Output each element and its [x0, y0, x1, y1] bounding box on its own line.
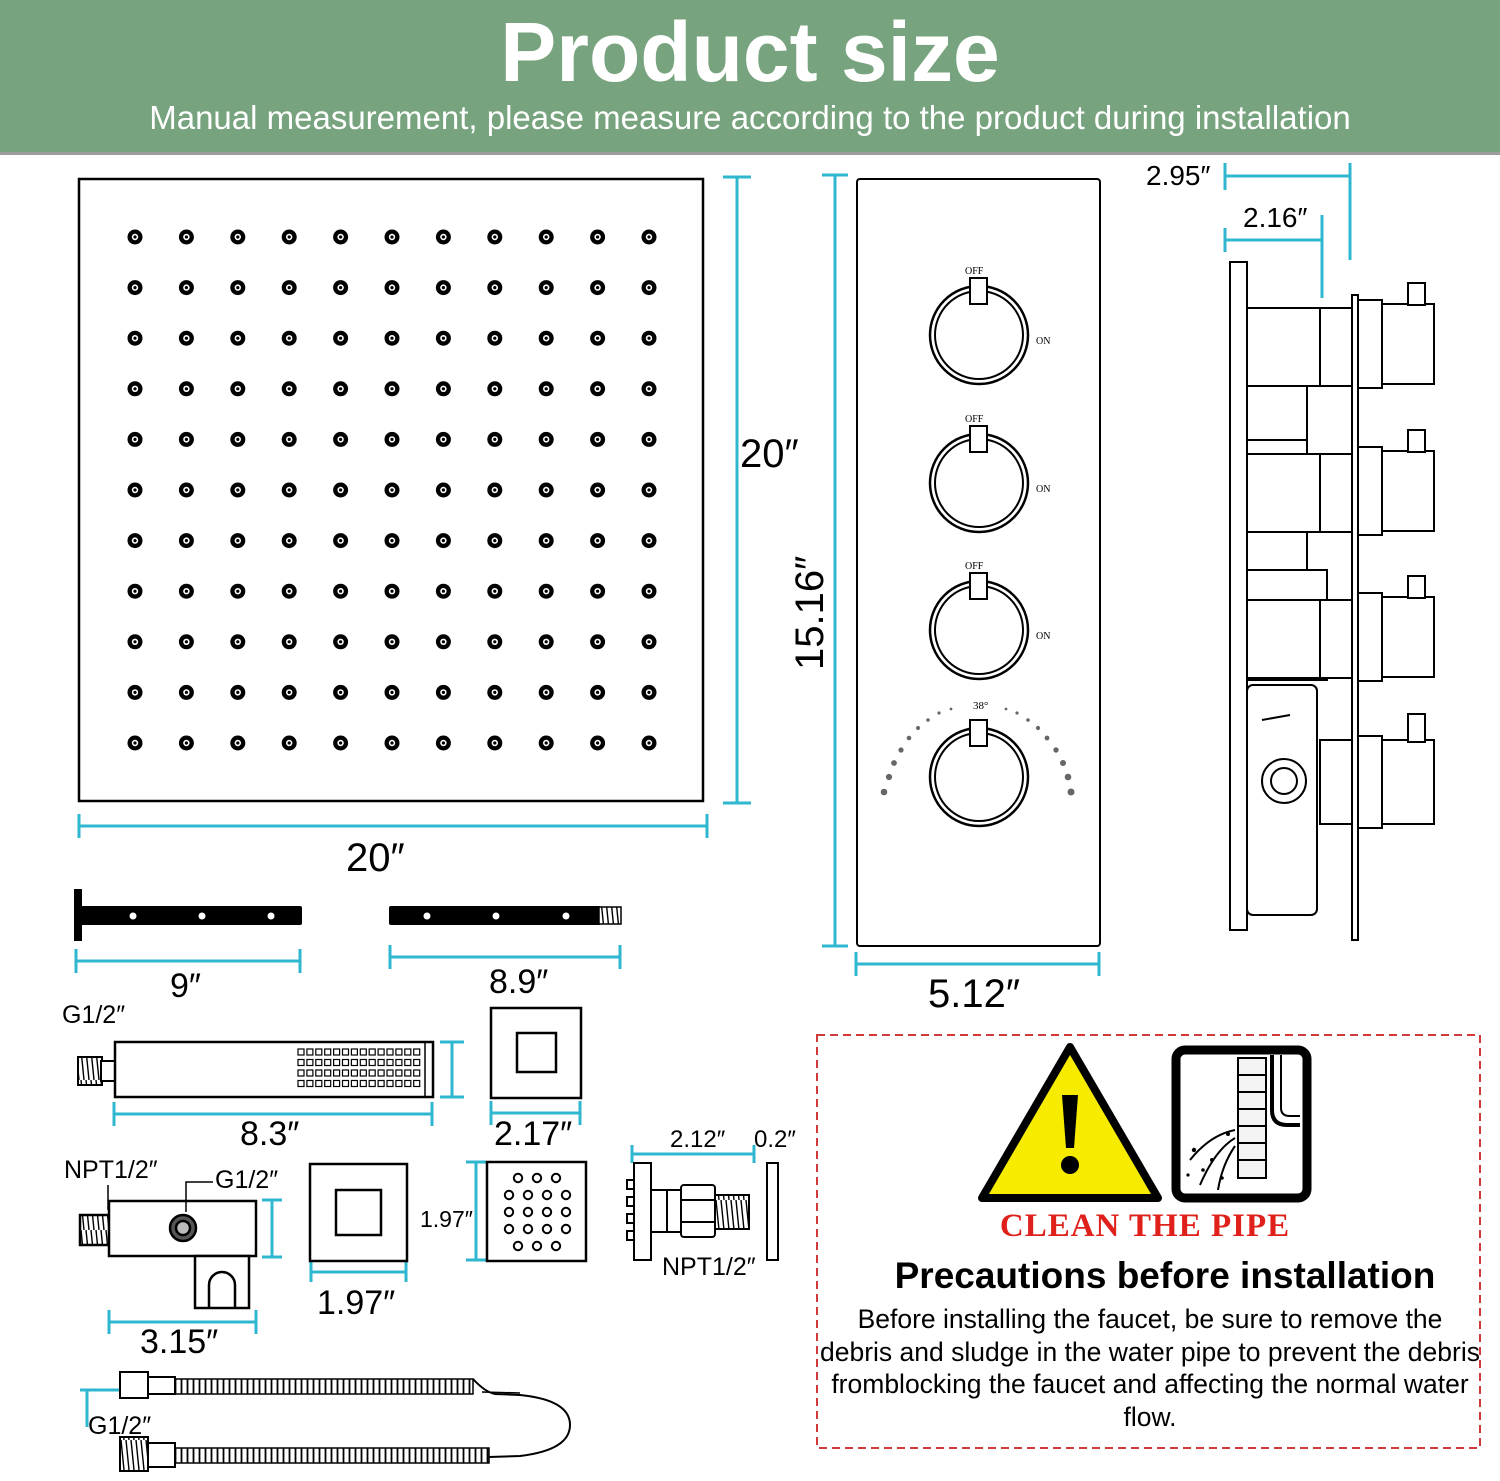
page-subtitle: Manual measurement, please measure according to the product during installation — [149, 99, 1351, 136]
label-holder-width: 3.15″ — [140, 1323, 219, 1361]
label-head-height: 20″ — [740, 432, 799, 476]
label-valve-height: 15.16″ — [788, 555, 832, 670]
label-head-width: 20″ — [346, 836, 405, 880]
valve-temp-label: 38° — [973, 700, 989, 712]
warning-triangle-icon — [982, 1047, 1158, 1198]
hand-shower-holder — [80, 1201, 256, 1308]
label-arm-extension: 8.9″ — [489, 963, 549, 1001]
hand-shower — [78, 1042, 433, 1097]
shower-arm-extension — [389, 906, 621, 925]
label-body-jet-thread: NPT1/2″ — [662, 1253, 756, 1281]
shower-arm-flange — [491, 1008, 581, 1098]
valve-on-label-2: ON — [1036, 484, 1051, 495]
label-flange-width: 2.17″ — [494, 1115, 573, 1153]
rain-shower-head — [79, 179, 703, 801]
valve-off-label-3: OFF — [965, 561, 984, 572]
precautions-title: Precautions before installation — [894, 1255, 1436, 1296]
label-valve-depth-body: 2.16″ — [1243, 202, 1308, 233]
label-body-jet-plate: 0.2″ — [754, 1126, 796, 1153]
label-body-jet-height: 1.97″ — [420, 1206, 473, 1232]
valve-off-label-1: OFF — [965, 266, 984, 277]
label-arm-wall: 9″ — [170, 967, 201, 1005]
body-jet-front — [487, 1162, 586, 1261]
label-holder-outlet: G1/2″ — [215, 1166, 279, 1194]
label-valve-depth-total: 2.95″ — [1146, 160, 1211, 191]
shower-hose — [120, 1372, 570, 1471]
label-hose-connector: G1/2″ — [88, 1412, 152, 1440]
label-hand-shower-connector: G1/2″ — [62, 1001, 126, 1029]
label-body-jet-depth: 2.12″ — [670, 1126, 726, 1153]
clean-pipe-icon — [1176, 1050, 1307, 1198]
valve-off-label-2: OFF — [965, 414, 984, 425]
shower-arm-wall — [74, 889, 302, 941]
label-valve-width: 5.12″ — [928, 972, 1021, 1016]
valve-on-label-1: ON — [1036, 336, 1051, 347]
clean-pipe-label: CLEAN THE PIPE — [999, 1208, 1291, 1244]
label-trim-width: 1.97″ — [317, 1284, 396, 1322]
valve-on-label-3: ON — [1036, 631, 1051, 642]
valve-side-view — [1230, 262, 1434, 940]
body-jet-side — [627, 1163, 778, 1260]
label-hand-shower-length: 8.3″ — [240, 1115, 300, 1153]
page-title: Product size — [500, 5, 1000, 99]
precautions-body: Before installing the faucet, be sure to remove the debris and sludge in the water pipe to prevent the debris fromblocking the faucet and affecting the normal water flow. — [820, 1304, 1480, 1432]
trim-plate — [310, 1164, 407, 1261]
label-holder-inlet: NPT1/2″ — [64, 1156, 158, 1184]
